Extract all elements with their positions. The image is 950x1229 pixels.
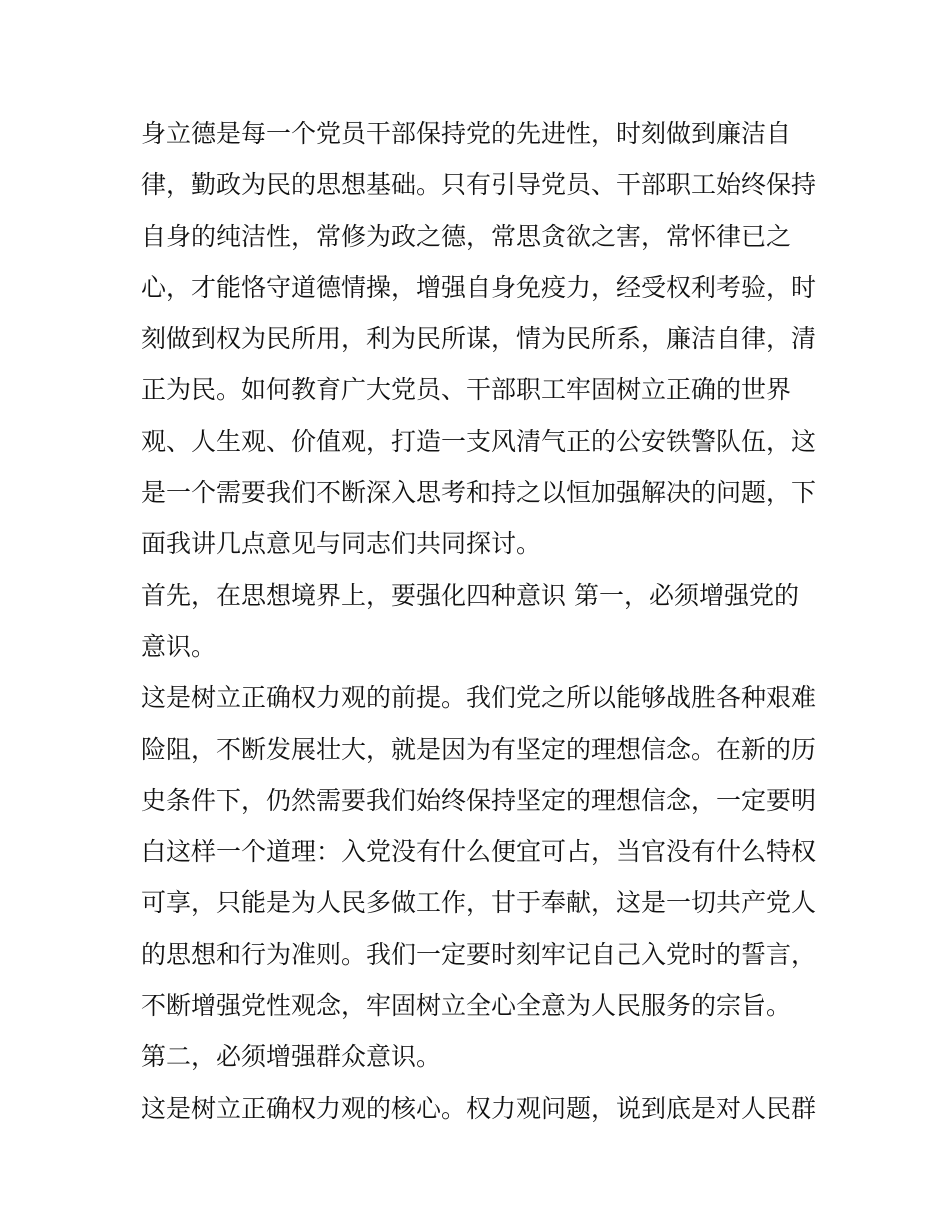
text-line: 面我讲几点意见与同志们共同探讨。 — [141, 529, 542, 559]
text-line: 不断增强党性观念，牢固树立全心全意为人民服务的宗旨。 — [141, 991, 792, 1021]
body-text — [141, 108, 821, 1134]
text-line: 律，勤政为民的思想基础。只有引导党员、干部职工始终保持 — [141, 170, 817, 200]
text-line: 身立德是每一个党员干部保持党的先进性，时刻做到廉洁自 — [141, 119, 792, 148]
text-line: 险阻，不断发展壮大，就是因为有坚定的理想信念。在新的历 — [141, 734, 817, 764]
text-line: 可享，只能是为人民多做工作，甘于奉献，这是一切共产党人 — [141, 888, 817, 918]
text-line: 正为民。如何教育广大党员、干部职工牢固树立正确的世界 — [141, 375, 792, 405]
text-line: 史条件下，仍然需要我们始终保持坚定的理想信念，一定要明 — [141, 785, 817, 815]
text-line: 心，才能恪守道德情操，增强自身免疫力，经受权利考验，时 — [141, 272, 817, 302]
text-line: 首先，在思想境界上，要强化四种意识 第一，必须增强党的 — [141, 580, 799, 610]
text-line: 白这样一个道理：入党没有什么便宜可占，当官没有什么特权 — [141, 837, 817, 867]
text-line: 刻做到权为民所用，利为民所谋，情为民所系，廉洁自律，清 — [141, 324, 817, 354]
text-line: 第二，必须增强群众意识。 — [141, 1042, 442, 1072]
text-line: 这是树立正确权力观的前提。我们党之所以能够战胜各种艰难 — [141, 683, 817, 713]
text-line: 自身的纯洁性，常修为政之德，常思贪欲之害，常怀律已之 — [141, 221, 792, 251]
text-line: 意识。 — [141, 631, 217, 661]
text-line: 观、人生观、价值观，打造一支风清气正的公安铁警队伍，这 — [141, 426, 817, 456]
text-line: 是一个需要我们不断深入思考和持之以恒加强解决的问题，下 — [141, 478, 817, 508]
text-line: 这是树立正确权力观的核心。权力观问题，说到底是对人民群 — [141, 1093, 817, 1123]
text-line: 的思想和行为准则。我们一定要时刻牢记自己入党时的誓言， — [141, 939, 817, 969]
